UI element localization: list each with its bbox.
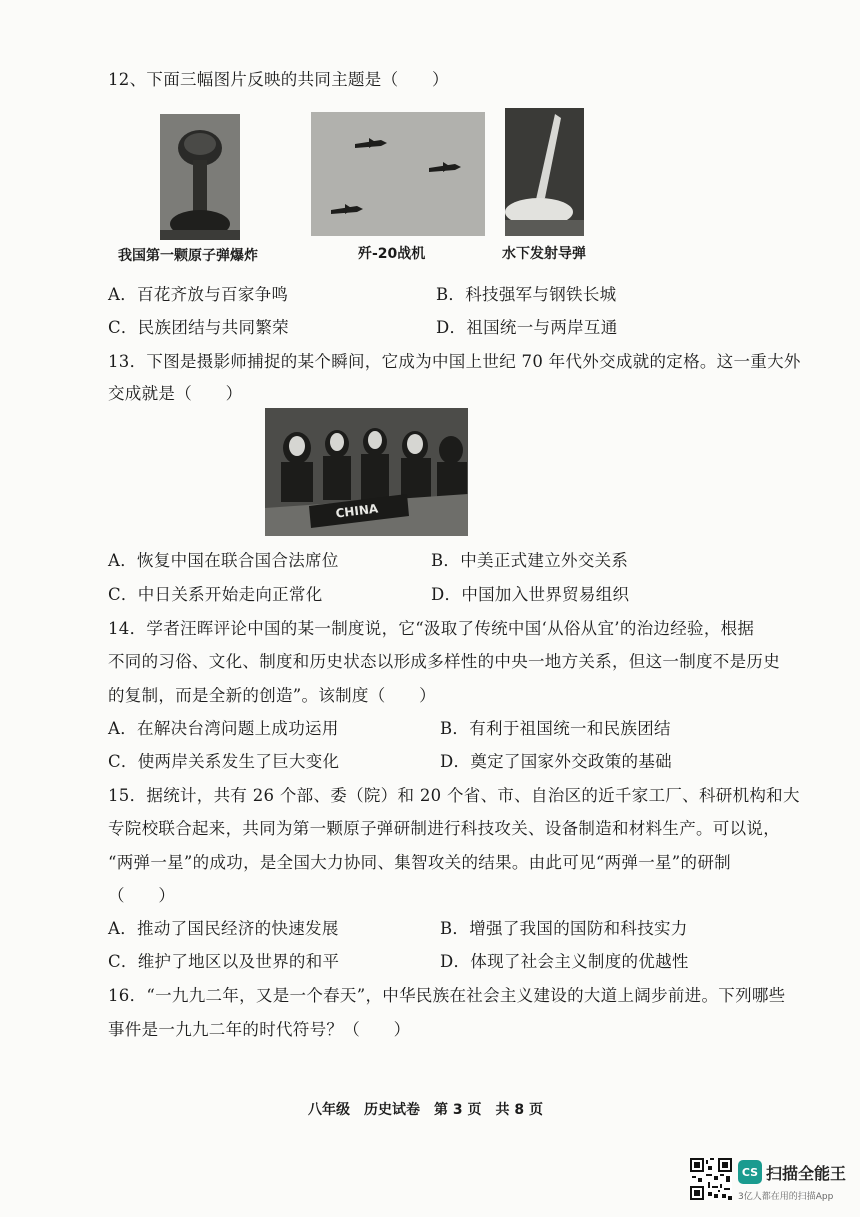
- q13-option-b[interactable]: B．中美正式建立外交关系: [431, 551, 629, 570]
- scanner-logo-text: CS: [741, 1165, 759, 1179]
- q14-option-b[interactable]: B．有利于祖国统一和民族团结: [440, 719, 671, 738]
- q15-stem-line-3: “两弹一星”的成功，是全国大力协同、集智攻关的结果。由此可见“两弹一星”的研制: [108, 853, 731, 872]
- q14-option-c[interactable]: C．使两岸关系发生了巨大变化: [108, 752, 340, 771]
- q15-stem-line-4: （ ）: [108, 886, 176, 905]
- q15-option-b[interactable]: B．增强了我国的国防和科技实力: [440, 919, 688, 938]
- china-nameplate: CHINA: [334, 501, 379, 521]
- q12-stem: 12、下面三幅图片反映的共同主题是（ ）: [108, 70, 449, 89]
- q14-stem-line-2: 不同的习俗、文化、制度和历史状态以形成多样性的中央一地方关系，但这一制度不是历史: [108, 652, 780, 671]
- q14-option-d[interactable]: D．奠定了国家外交政策的基础: [440, 752, 672, 771]
- q12-option-c[interactable]: C．民族团结与共同繁荣: [108, 318, 289, 337]
- scanner-logo-icon: [738, 1160, 762, 1184]
- q12-option-d[interactable]: D．祖国统一与两岸互通: [436, 318, 618, 337]
- q15-stem-line-1: 15．据统计，共有 26 个部、委（院）和 20 个省、市、自治区的近千家工厂、科研机构和大: [108, 786, 800, 805]
- caption-atomic-bomb: 我国第一颗原子弹爆炸: [118, 248, 258, 264]
- q12-option-b[interactable]: B．科技强军与钢铁长城: [436, 285, 617, 304]
- un-delegation-photo: [265, 408, 468, 536]
- q14-stem-line-3: 的复制，而是全新的创造”。该制度（ ）: [108, 686, 436, 705]
- q13-option-a[interactable]: A．恢复中国在联合国合法席位: [108, 551, 339, 570]
- scanner-tagline: 3亿人都在用的扫描App: [738, 1192, 834, 1202]
- q15-stem-line-2: 专院校联合起来，共同为第一颗原子弹研制进行科技攻关、设备制造和材料生产。可以说，: [108, 819, 780, 838]
- q16-stem-line-1: 16．“一九九二年，又是一个春天”，中华民族在社会主义建设的大道上阔步前进。下列哪些: [108, 986, 786, 1005]
- q13-stem-line-2: 交成就是（ ）: [108, 384, 243, 403]
- q14-option-a[interactable]: A．在解决台湾问题上成功运用: [108, 719, 339, 738]
- j20-fighters-photo: [311, 112, 485, 236]
- q13-option-c[interactable]: C．中日关系开始走向正常化: [108, 585, 323, 604]
- q14-stem-line-1: 14．学者汪晖评论中国的某一制度说，它“汲取了传统中国‘从俗从宜’的治边经验，根据: [108, 619, 755, 638]
- q13-stem-line-1: 13．下图是摄影师捕捉的某个瞬间，它成为中国上世纪 70 年代外交成就的定格。这一重大外: [108, 352, 801, 371]
- q15-option-d[interactable]: D．体现了社会主义制度的优越性: [440, 952, 689, 971]
- q13-option-d[interactable]: D．中国加入世界贸易组织: [431, 585, 630, 604]
- q15-option-a[interactable]: A．推动了国民经济的快速发展: [108, 919, 339, 938]
- atomic-bomb-photo: [160, 114, 240, 240]
- scanner-app-name: 扫描全能王: [766, 1164, 847, 1183]
- q16-stem-line-2: 事件是一九九二年的时代符号？（ ）: [108, 1020, 411, 1039]
- caption-missile: 水下发射导弹: [502, 246, 586, 262]
- caption-j20: 歼-20战机: [358, 246, 426, 262]
- qr-code-icon: [690, 1158, 732, 1200]
- missile-launch-photo: [505, 108, 584, 236]
- q15-option-c[interactable]: C．维护了地区以及世界的和平: [108, 952, 340, 971]
- q12-option-a[interactable]: A．百花齐放与百家争鸣: [108, 285, 289, 304]
- page-footer: 八年级 历史试卷 第 3 页 共 8 页: [308, 1102, 543, 1118]
